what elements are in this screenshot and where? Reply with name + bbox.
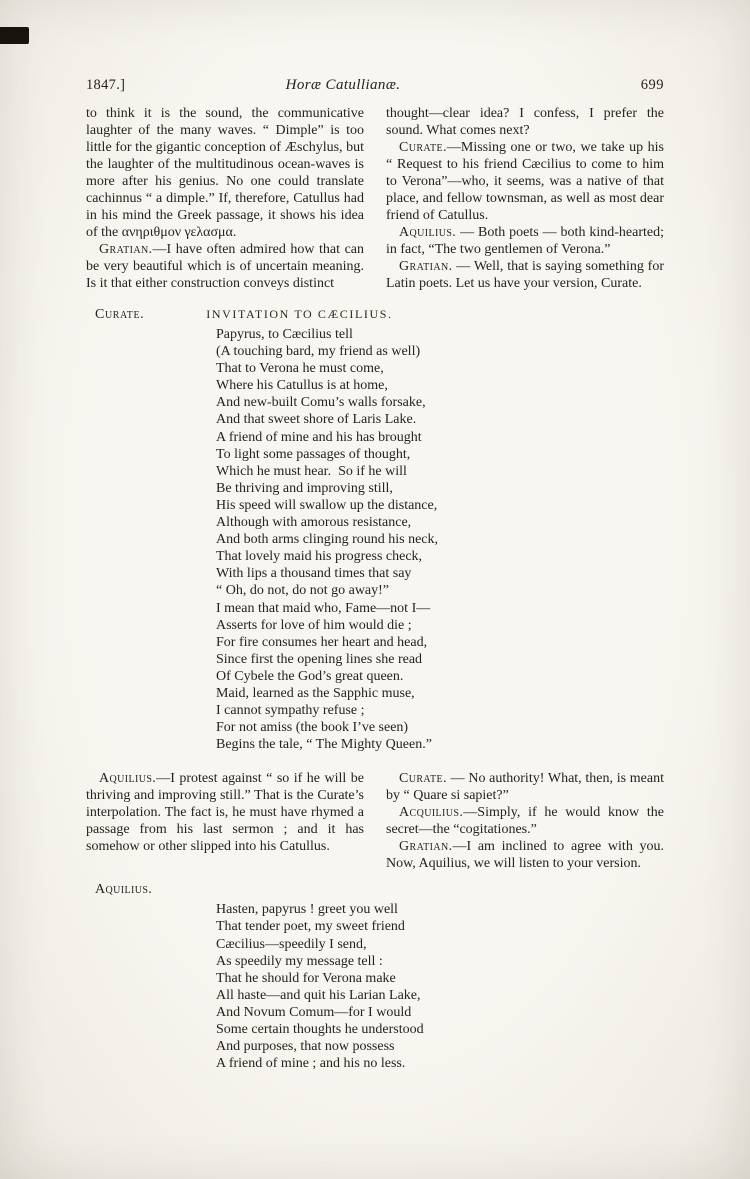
speaker-label: Gratian. xyxy=(399,839,453,855)
poem-1-header xyxy=(86,306,664,323)
speaker-label: Aquilius. xyxy=(99,771,157,787)
poem-line: Since first the opening lines she read xyxy=(216,651,423,667)
left-column xyxy=(86,770,364,872)
poem-line: As speedily my message tell : xyxy=(216,953,383,969)
speaker-label: Gratian. xyxy=(99,242,153,257)
speaker-label: Acquilius. xyxy=(399,805,464,821)
poem-line: I cannot sympathy refuse ; xyxy=(216,703,365,719)
poem-line: Maid, learned as the Sapphic muse, xyxy=(216,685,415,701)
poem-line: Papyrus, to Cæcilius tell xyxy=(216,327,353,342)
poem-line: Be thriving and improving still, xyxy=(216,480,393,496)
poem-line: That to Verona he must come, xyxy=(216,361,384,377)
poem-line: A friend of mine ; and his no less. xyxy=(216,1056,406,1072)
left-column xyxy=(86,105,364,292)
dialogue-paragraph: Aquilius. — Both poets — both kind-hearted; in fact, “The two gentlemen of Verona.” xyxy=(386,225,664,257)
scan-artifact xyxy=(0,27,29,44)
poem-line: Cæcilius—speedily I send, xyxy=(216,936,367,952)
poem-line: That tender poet, my sweet friend xyxy=(216,919,405,935)
dialogue-paragraph: Curate.—Missing one or two, we take up his “ Request to his friend Cæcilius to come to him to Verona”—who, it seems, was a native of that place, and fellow townsman, as well as most dear friend of Catullus. xyxy=(386,140,664,223)
poem-line: (A touching bard, my friend as well) xyxy=(216,344,421,360)
dialogue-section-2 xyxy=(86,770,664,872)
dialogue-section-1 xyxy=(86,105,664,292)
poem-line: That lovely maid his progress check, xyxy=(216,549,423,565)
poem-line: Where his Catullus is at home, xyxy=(216,378,388,394)
header-page-number: 699 xyxy=(640,77,664,93)
header-year: 1847.] xyxy=(86,77,126,93)
dialogue-paragraph: Gratian.—I have often admired how that can be very beautiful which is of uncertain meaning. Is it that either construction conveys distinct xyxy=(86,242,364,291)
poem-line: Hasten, papyrus ! greet you well xyxy=(216,902,398,918)
running-head xyxy=(86,76,664,94)
poem-line: And new-built Comu’s walls forsake, xyxy=(216,395,426,411)
poem-line: For not amiss (the book I’ve seen) xyxy=(216,720,409,736)
poem-line: Begins the tale, “ The Mighty Queen.” xyxy=(216,737,432,753)
poem-line: And that sweet shore of Laris Lake. xyxy=(216,412,417,428)
poem-line: All haste—and quit his Larian Lake, xyxy=(216,987,421,1003)
poem-line: Asserts for love of him would die ; xyxy=(216,617,412,633)
dialogue-paragraph: Acquilius.—Simply, if he would know the secret—the “cogitationes.” xyxy=(386,805,664,838)
poem-line: For fire consumes her heart and head, xyxy=(216,634,428,650)
poem-line: And both arms clinging round his neck, xyxy=(216,532,439,548)
dialogue-paragraph: Gratian.—I am inclined to agree with you. Now, Aquilius, we will listen to your version. xyxy=(386,839,664,872)
dialogue-paragraph: Aquilius.—I protest against “ so if he will be thriving and improving still.” That is the Curate’s interpolation. The fact is, he must have rhymed a passage from his last sermon ; and it has somehow or other slipped into his Catullus. xyxy=(86,771,364,855)
dialogue-paragraph: to think it is the sound, the communicative laughter of the many waves. “ Dimple” is too little for the gigantic conception of Æschylus, but the laughter of the multitudinous ocean-waves is more after his genius. No one could translate cachinnus “ a dimple.” If, therefore, Catullus had in his mind the Greek passage, it shows his idea of the ανηριθμον γελασμα. xyxy=(86,106,364,240)
page-content xyxy=(86,76,664,1072)
poem-1 xyxy=(216,326,664,753)
speaker-label: Aquilius. xyxy=(399,225,457,240)
poem-line: With lips a thousand times that say xyxy=(216,566,412,582)
poem-2-header xyxy=(95,881,664,898)
poem-line: And purposes, that now possess xyxy=(216,1039,395,1055)
right-column xyxy=(386,770,664,872)
poem-line: A friend of mine and his has brought xyxy=(216,429,422,445)
poem-line: To light some passages of thought, xyxy=(216,446,411,462)
header-title: Horæ Catullianæ. xyxy=(285,77,401,93)
poem-line: And Novum Comum—for I would xyxy=(216,1004,412,1020)
poem-1-title: INVITATION TO CÆCILIUS. xyxy=(206,307,393,321)
speaker-label: Curate. xyxy=(399,771,447,787)
dialogue-paragraph: Gratian. — Well, that is saying something for Latin poets. Let us have your version, Curate. xyxy=(386,259,664,291)
poem-line: Which he must hear. So if he will xyxy=(216,463,407,479)
right-column xyxy=(386,105,664,292)
poem-2 xyxy=(216,901,664,1072)
poem-1-speaker: Curate. xyxy=(95,307,145,322)
poem-line: Although with amorous resistance, xyxy=(216,515,412,531)
poem-line: That he should for Verona make xyxy=(216,970,396,986)
speaker-label: Curate. xyxy=(399,140,447,155)
dialogue-paragraph: thought—clear idea? I confess, I prefer the sound. What comes next? xyxy=(386,106,664,138)
poem-2-speaker: Aquilius. xyxy=(95,882,153,898)
poem-line: Of Cybele the God’s great queen. xyxy=(216,668,404,684)
poem-line: I mean that maid who, Fame—not I— xyxy=(216,600,431,616)
poem-line: “ Oh, do not, do not go away!” xyxy=(216,583,390,599)
speaker-label: Gratian. xyxy=(399,259,453,274)
poem-line: His speed will swallow up the distance, xyxy=(216,497,438,513)
dialogue-paragraph: Curate. — No authority! What, then, is meant by “ Quare si sapiet?” xyxy=(386,771,664,804)
poem-line: Some certain thoughts he understood xyxy=(216,1022,424,1037)
